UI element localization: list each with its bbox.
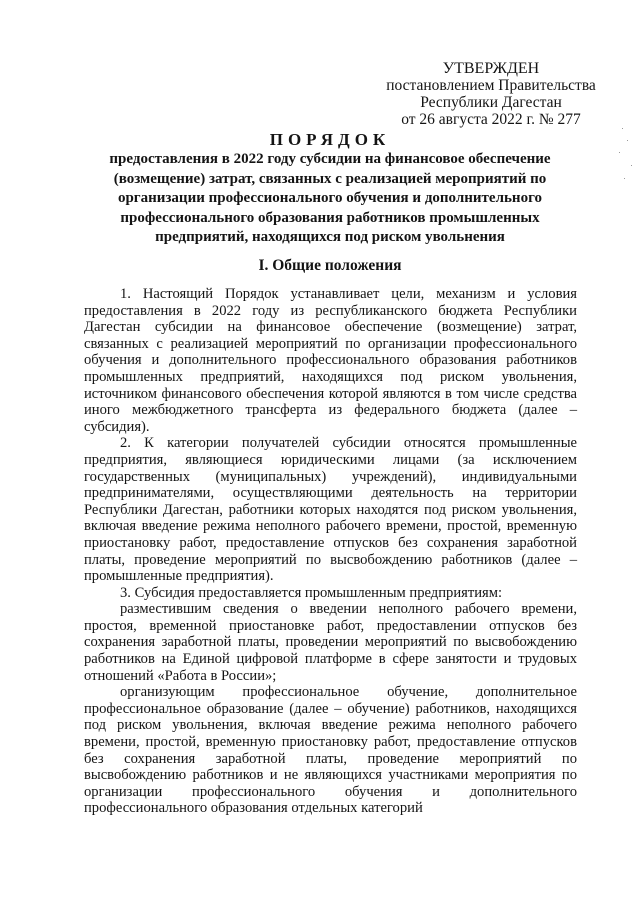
scan-speck (619, 152, 620, 153)
approval-line-2: Республики Дагестан (420, 94, 562, 111)
document-title: ПОРЯДОК (269, 130, 391, 149)
section-title: I. Общие положения (258, 257, 402, 274)
paragraph-3: 3. Субсидия предоставляется промышленным предприятиям: (120, 584, 503, 601)
paragraph-2: 2. К категории получателей субсидии относятся промышленные предприятия, являющиеся юридическими лицами (за исключением государственных (муниципальных) учреждений), индивидуальными предпринимателями, осуществляющими деятельность на территории Республики Дагестан, работники которых находятся под риском увольнения, включая введение режима неполного рабочего времени, простой, временную приостановку работ, предоставление отпусков без сохранения заработной платы, проведение мероприятий по высвобождению работников (далее – промышленные предприятия). (84, 435, 577, 585)
approval-stamp (372, 60, 610, 128)
paragraph-1: 1. Настоящий Порядок устанавливает цели, механизм и условия предоставления в 2022 году из республиканского бюджета Республики Дагестан субсидии на финансовое обеспечение (возмещение) затрат, связанных с реализацией мероприятий по организации профессионального обучения и дополнительного профессионального образования работников промышленных предприятий, находящихся под риском увольнения, источником финансового обеспечения которой являются в том числе средства иного межбюджетного трансферта из федерального бюджета (далее – субсидия). (84, 286, 577, 435)
scan-speck (631, 165, 632, 166)
paragraph-5: организующим профессиональное обучение, дополнительное профессиональное образование (далее – обучение) работников, находящихся под риском увольнения, включая введение режима неполного рабочего времени, простой, временную приостановку работ, предоставление отпусков без сохранения заработной платы, проведение мероприятий по высвобождению работников и не являющихся участниками мероприятия по организации профессионального обучения и дополнительного профессионального образования отдельных категорий (84, 684, 577, 817)
approval-line-1: постановлением Правительства (386, 77, 596, 94)
scan-speck (622, 128, 623, 129)
document-body (84, 286, 577, 817)
scan-speck (624, 178, 625, 179)
approval-line-3: от 26 августа 2022 г. № 277 (401, 111, 581, 128)
scan-speck (627, 140, 628, 141)
approval-heading: УТВЕРЖДЕН (442, 60, 540, 77)
document-subtitle: предоставления в 2022 году субсидии на финансовое обеспечение (возмещение) затрат, связанных с реализацией мероприятий по организации профессионального обучения и дополнительного профессионального образования работников промышленных предприятий, находящихся под риском увольнения (109, 151, 551, 245)
paragraph-4: разместившим сведения о введении неполного рабочего времени, простоя, временной приостановке работ, предоставлении отпусков без сохранения заработной платы, проведении мероприятий по высвобождению работников на Единой цифровой платформе в сфере занятости и трудовых отношений «Работа в России»; (84, 601, 577, 684)
